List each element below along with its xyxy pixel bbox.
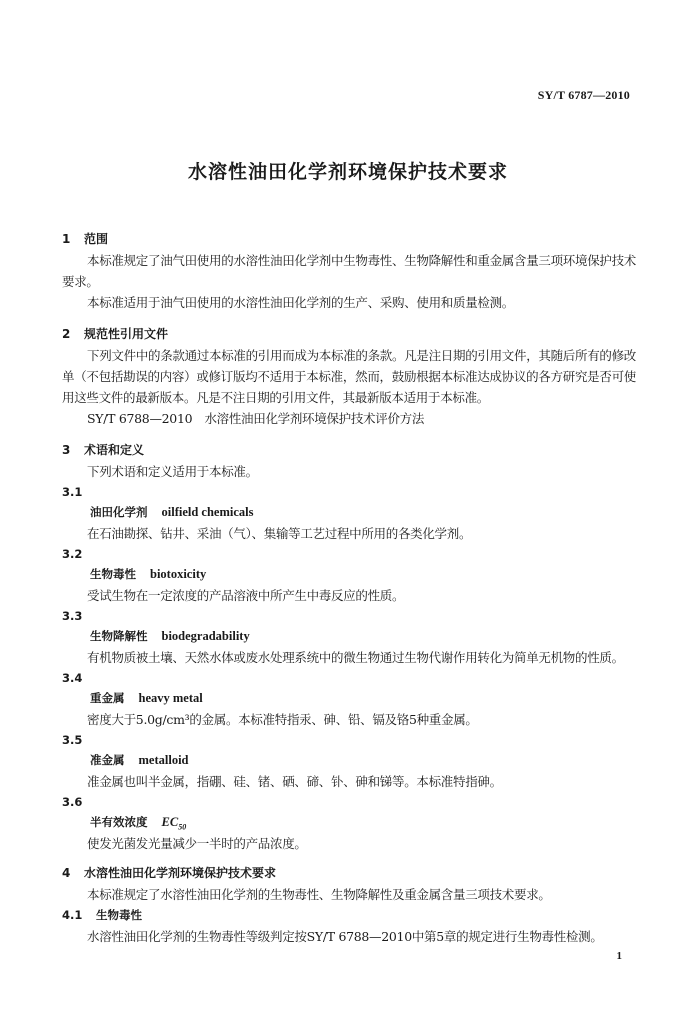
paragraph: 本标准适用于油气田使用的水溶性油田化学剂的生产、采购、使用和质量检测。 xyxy=(87,295,515,310)
term-en: biotoxicity xyxy=(150,567,207,581)
section-title: 范围 xyxy=(84,232,109,246)
term-entry xyxy=(62,812,636,833)
section-number: 2 xyxy=(62,327,71,341)
section-number: 1 xyxy=(62,232,71,246)
standard-code: SY/T 6787—2010 xyxy=(537,88,630,102)
section-title: 术语和定义 xyxy=(84,443,145,457)
section-2-heading xyxy=(62,323,636,345)
term-definition: 使发光菌发光量减少一半时的产品浓度。 xyxy=(87,836,307,851)
term-zh: 准金属 xyxy=(90,753,125,767)
term-number: 3.4 xyxy=(62,671,83,685)
term-entry xyxy=(62,688,636,709)
section-title: 规范性引用文件 xyxy=(84,327,169,341)
term-entry xyxy=(62,502,636,523)
section-number: 4 xyxy=(62,866,71,880)
term-en-subscript: 50 xyxy=(178,822,187,832)
subclause-number: 4.1 xyxy=(62,908,83,922)
page-number: 1 xyxy=(616,950,622,962)
paragraph: 本标准规定了油气田使用的水溶性油田化学剂中生物毒性、生物降解性和重金属含量三项环境保护技术要求。 xyxy=(62,253,637,289)
section-4-heading xyxy=(62,862,636,884)
term-en xyxy=(161,815,187,832)
term-en: oilfield chemicals xyxy=(161,505,254,519)
normative-reference: SY/T 6788—2010 水溶性油田化学剂环境保护技术评价方法 xyxy=(87,411,425,426)
term-en: biodegradability xyxy=(161,629,250,643)
section-3-heading xyxy=(62,439,636,461)
section-title: 水溶性油田化学剂环境保护技术要求 xyxy=(84,866,277,880)
section-1-heading xyxy=(62,228,636,250)
term-entry xyxy=(62,626,636,647)
term-en: heavy metal xyxy=(138,691,203,705)
term-number: 3.6 xyxy=(62,795,83,809)
term-definition: 密度大于5.0g/cm³的金属。本标准特指汞、砷、铅、镉及铬5种重金属。 xyxy=(87,712,478,727)
paragraph: 下列术语和定义适用于本标准。 xyxy=(87,464,258,479)
term-zh: 生物降解性 xyxy=(90,629,148,643)
term-zh: 生物毒性 xyxy=(90,567,136,581)
term-definition: 准金属也叫半金属，指硼、硅、锗、硒、碲、钋、砷和锑等。本标准特指砷。 xyxy=(87,774,502,789)
term-en-symbol: EC xyxy=(161,815,179,829)
term-entry xyxy=(62,750,636,771)
term-entry xyxy=(62,564,636,585)
term-number: 3.3 xyxy=(62,609,83,623)
subclause-4-1-heading xyxy=(62,905,636,926)
paragraph: 水溶性油田化学剂的生物毒性等级判定按SY/T 6788—2010中第5章的规定进行生物毒性检测。 xyxy=(87,929,603,944)
term-number: 3.2 xyxy=(62,547,83,561)
term-number: 3.5 xyxy=(62,733,83,747)
term-definition: 在石油勘探、钻井、采油（气）、集输等工艺过程中所用的各类化学剂。 xyxy=(87,526,472,541)
paragraph: 本标准规定了水溶性油田化学剂的生物毒性、生物降解性及重金属含量三项技术要求。 xyxy=(87,887,551,902)
term-zh: 半有效浓度 xyxy=(90,815,148,829)
term-definition: 受试生物在一定浓度的产品溶液中所产生中毒反应的性质。 xyxy=(87,588,405,603)
document-title: 水溶性油田化学剂环境保护技术要求 xyxy=(187,161,508,183)
document-body xyxy=(62,224,636,947)
term-definition: 有机物质被土壤、天然水体或废水处理系统中的微生物通过生物代谢作用转化为简单无机物的性质。 xyxy=(87,650,624,665)
term-zh: 油田化学剂 xyxy=(90,505,148,519)
term-zh: 重金属 xyxy=(90,691,125,705)
section-number: 3 xyxy=(62,443,71,457)
paragraph: 下列文件中的条款通过本标准的引用而成为本标准的条款。凡是注日期的引用文件，其随后所有的修改单（不包括勘误的内容）或修订版均不适用于本标准，然而，鼓励根据本标准达成协议的各方研究是否可使用这些文件的最新版本。凡是不注日期的引用文件，其最新版本适用于本标准。 xyxy=(62,348,637,405)
term-en: metalloid xyxy=(138,753,189,767)
subclause-title: 生物毒性 xyxy=(96,908,142,922)
term-number: 3.1 xyxy=(62,485,83,499)
